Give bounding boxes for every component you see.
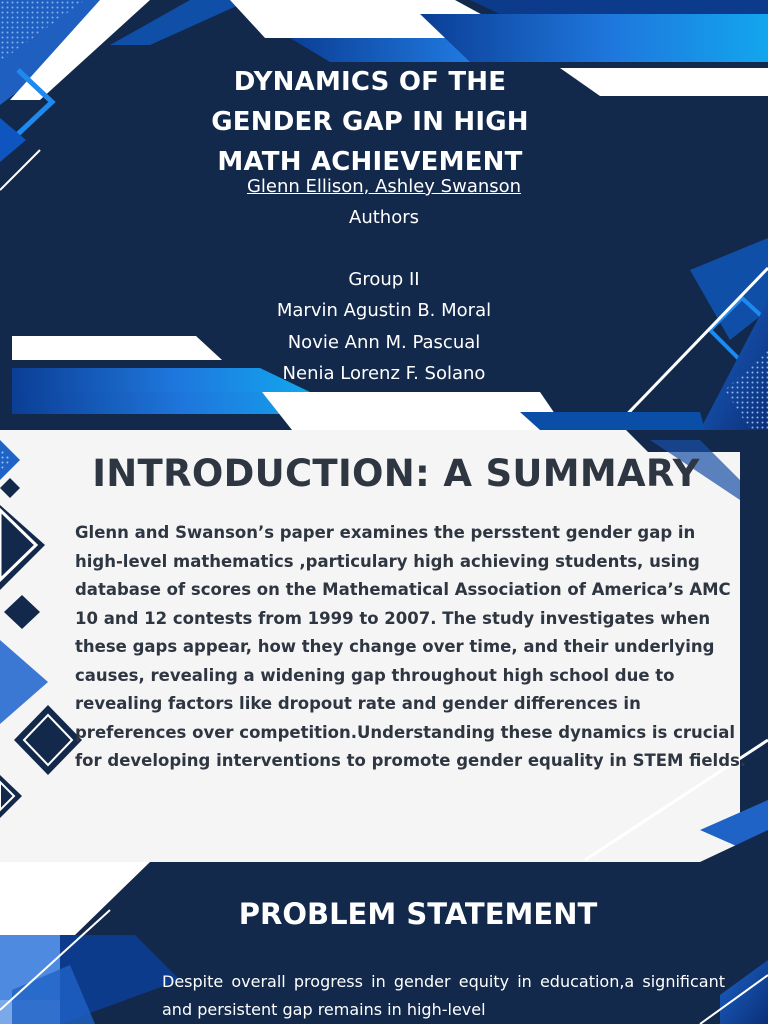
member-name: Marvin Agustin B. Moral xyxy=(276,300,492,321)
member-name: Novie Ann M. Pascual xyxy=(287,332,481,353)
group-label: Group II xyxy=(348,269,420,290)
title-line: DYNAMICS OF THE xyxy=(233,67,507,97)
authors-label: Authors xyxy=(349,207,419,228)
document-title xyxy=(180,62,560,182)
authors-link[interactable]: Glenn Ellison, Ashley Swanson xyxy=(246,176,522,197)
intro-heading: INTRODUCTION: A SUMMARY xyxy=(92,452,700,495)
title-line: MATH ACHIEVEMENT xyxy=(217,147,523,177)
title-line: GENDER GAP IN HIGH xyxy=(211,107,529,137)
problem-paragraph: Despite overall progress in gender equity in education,a significant and persistent gap remains in high-level xyxy=(162,972,725,1019)
intro-paragraph: Glenn and Swanson’s paper examines the persstent gender gap in high-level mathematics ,particulary high achieving students, using database of scores on the Mathematical Association of America’s AMC 10 and 12 contests from 1999 to 2007. The study investigates when these gaps appear, how they change over time, and their underlying causes, revealing a widening gap throughout high school due to revealing factors like dropout rate and gender differences in preferences over competition.Understanding these dynamics is crucial for developing interventions to promote gender equality in STEM fields. xyxy=(75,523,747,770)
problem-heading: PROBLEM STATEMENT xyxy=(238,897,598,931)
member-name: Nenia Lorenz F. Solano xyxy=(282,363,486,384)
